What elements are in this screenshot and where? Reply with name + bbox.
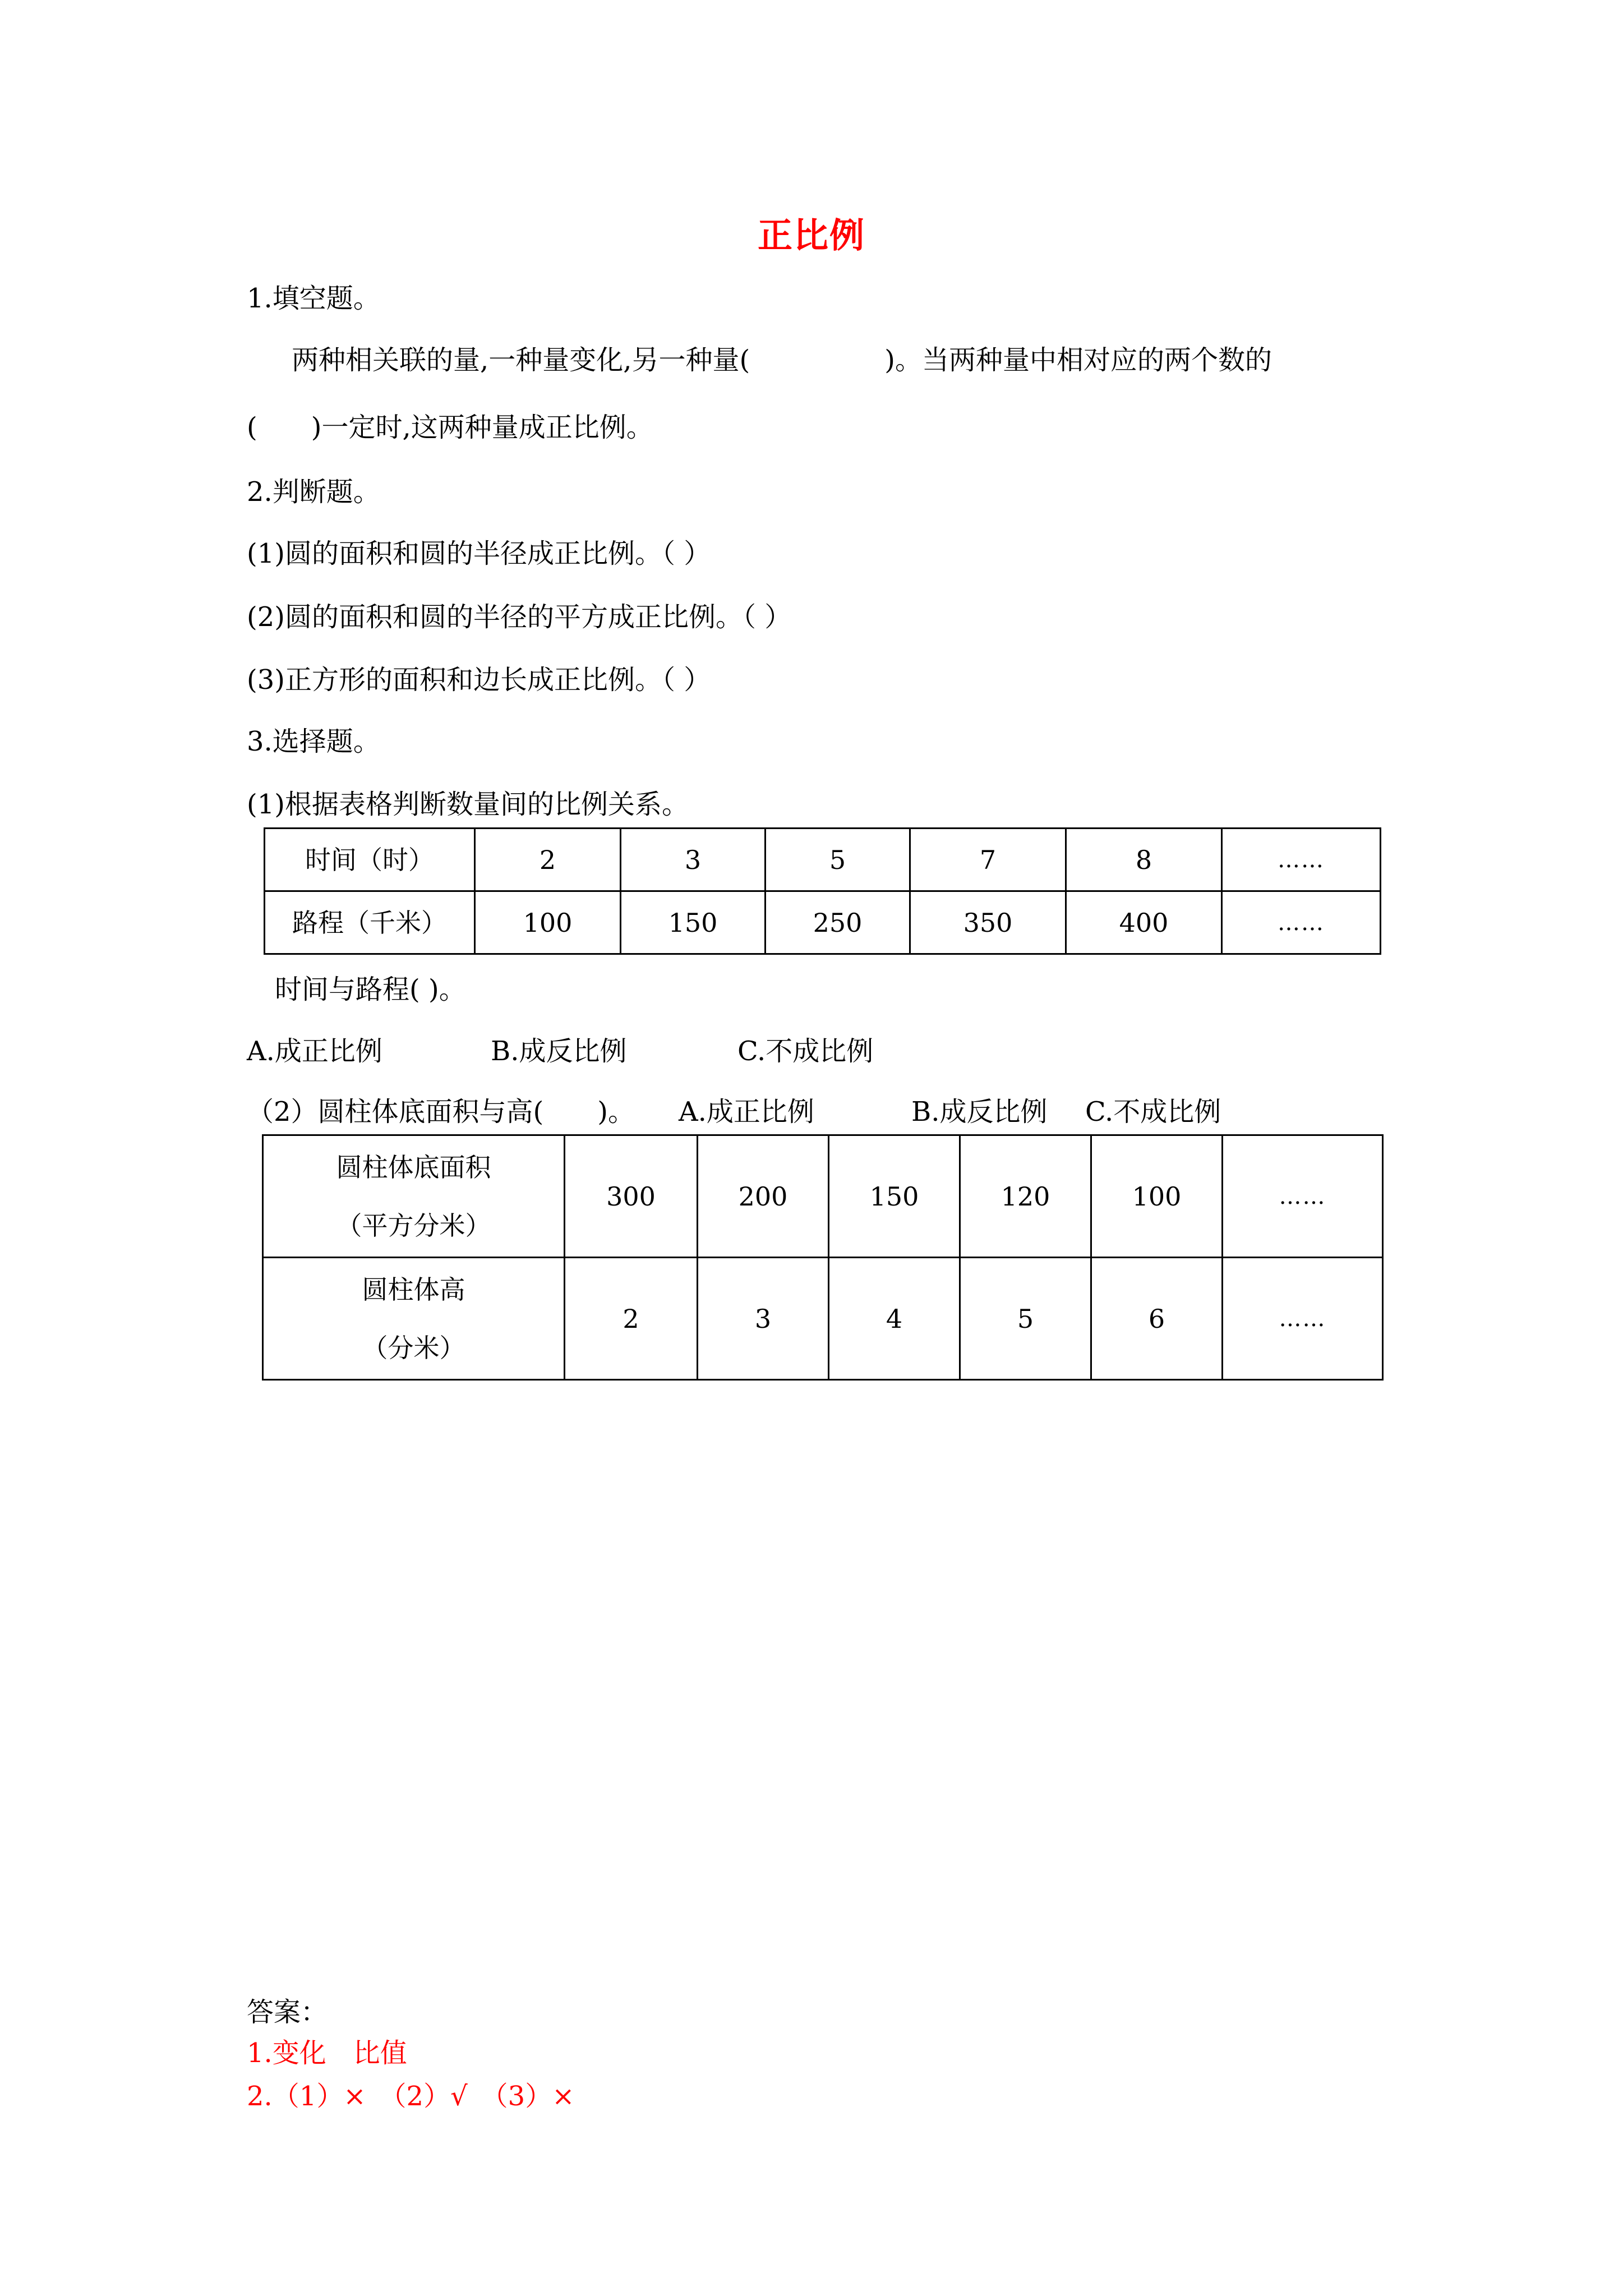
- table-cell: 2: [565, 1258, 698, 1380]
- table-cell: 250: [766, 891, 910, 954]
- q2-heading: 2.判断题。: [247, 476, 380, 508]
- q3-sub1-prompt: (1)根据表格判断数量间的比例关系。: [247, 789, 689, 820]
- table-cell: 路程（千米）: [265, 891, 475, 954]
- table-cell: ……: [1223, 1135, 1383, 1258]
- table-cell: ……: [1223, 1258, 1383, 1380]
- table-header-line: （分米）: [362, 1332, 465, 1363]
- q3-sub1-option-a: A.成正比例: [247, 1036, 382, 1067]
- table-cell: 400: [1066, 891, 1222, 954]
- answer-2: 2.（1）× （2）√ （3）×: [247, 2081, 575, 2112]
- table-cell: 5: [766, 829, 910, 891]
- table-row: [265, 829, 1381, 891]
- table-row-header: [263, 1135, 565, 1258]
- table-cell: 5: [960, 1258, 1091, 1380]
- q2-item-1: (1)圆的面积和圆的半径成正比例。（ ）: [247, 538, 711, 569]
- table-cell: 120: [960, 1135, 1091, 1258]
- table-cell: 时间（时）: [265, 829, 475, 891]
- cylinder-table: [262, 1134, 1384, 1381]
- q3-sub2-option-c: C.不成比例: [1085, 1096, 1221, 1128]
- table-row: [263, 1135, 1383, 1258]
- q3-sub1-option-b: B.成反比例: [491, 1036, 627, 1067]
- table-row: [263, 1258, 1383, 1380]
- q1-text-line1: 两种相关联的量,一种量变化,另一种量( )。当两种量中相对应的两个数的: [292, 344, 1272, 376]
- table-cell: 8: [1066, 829, 1222, 891]
- table-cell: ……: [1222, 829, 1381, 891]
- q3-sub2-prompt: （2）圆柱体底面积与高( )。: [247, 1096, 635, 1128]
- answer-1: 1.变化 比值: [247, 2037, 407, 2069]
- q2-item-2: (2)圆的面积和圆的半径的平方成正比例。（ ）: [247, 601, 792, 633]
- table-cell: 100: [475, 891, 621, 954]
- table-cell: ……: [1222, 891, 1381, 954]
- table-cell: 6: [1091, 1258, 1223, 1380]
- table-cell: 150: [621, 891, 766, 954]
- table-cell: 200: [698, 1135, 829, 1258]
- q3-sub1-question: 时间与路程( )。: [275, 974, 466, 1005]
- q2-item-3: (3)正方形的面积和边长成正比例。（ ）: [247, 664, 711, 696]
- table-cell: 3: [621, 829, 766, 891]
- table-cell: 350: [910, 891, 1066, 954]
- table-cell: 300: [565, 1135, 698, 1258]
- q3-heading: 3.选择题。: [247, 726, 380, 757]
- answers-label: 答案：: [247, 1996, 328, 2028]
- table-cell: 7: [910, 829, 1066, 891]
- q1-heading: 1.填空题。: [247, 283, 380, 314]
- page-title: 正比例: [757, 215, 865, 256]
- table-header-line: 圆柱体高: [362, 1274, 465, 1305]
- table-header-line: 圆柱体底面积: [336, 1152, 491, 1182]
- table-cell: 4: [829, 1258, 960, 1380]
- table-cell: 2: [475, 829, 621, 891]
- q1-text-line2: ( )一定时,这两种量成正比例。: [247, 412, 653, 443]
- q3-sub1-option-c: C.不成比例: [737, 1036, 874, 1067]
- table-header-line: （平方分米）: [336, 1210, 491, 1241]
- q3-sub2-option-a: A.成正比例: [679, 1096, 814, 1128]
- q3-sub2-option-b: B.成反比例: [911, 1096, 1048, 1128]
- table-cell: 150: [829, 1135, 960, 1258]
- table-row-header: [263, 1258, 565, 1380]
- time-distance-table: [264, 827, 1381, 955]
- table-row: [265, 891, 1381, 954]
- table-cell: 100: [1091, 1135, 1223, 1258]
- table-cell: 3: [698, 1258, 829, 1380]
